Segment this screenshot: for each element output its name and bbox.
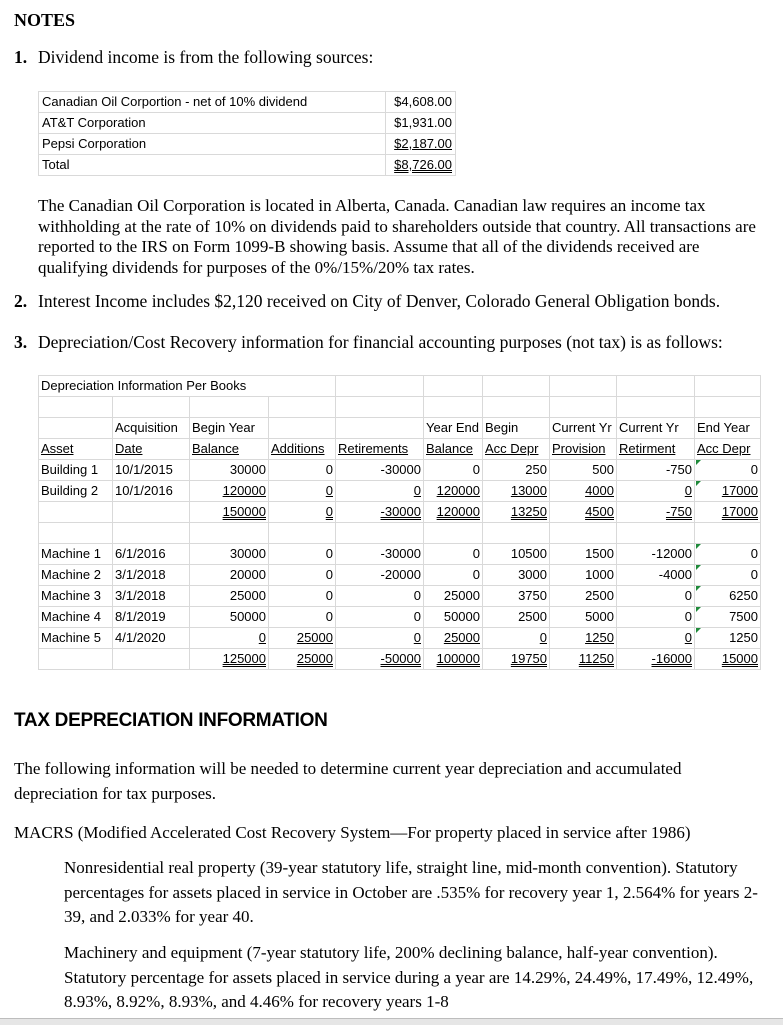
cell-additions-text: 0 — [325, 504, 333, 519]
cell-acquisition-date — [113, 628, 190, 649]
cell-acquisition-date — [113, 544, 190, 565]
cell-retirements-text: -30000 — [380, 546, 421, 561]
cell-end-year-acc-depr-text: 0 — [750, 546, 758, 561]
cell-begin-acc-depr-text: 19750 — [510, 651, 547, 666]
header-row-top — [39, 418, 761, 439]
cell-end-year-acc-depr-text: 0 — [750, 462, 758, 477]
cell-acquisition-date — [113, 607, 190, 628]
table-row — [39, 565, 761, 586]
header-acquisition-date — [113, 439, 190, 460]
cell-retirements — [336, 649, 424, 670]
cell-begin-year-balance — [190, 523, 269, 544]
header-retirements — [336, 439, 424, 460]
header-asset — [39, 439, 113, 460]
header-asset-top — [39, 418, 113, 439]
cell-current-yr-retirement-text: -12000 — [651, 546, 692, 561]
cell-retirements-text: -20000 — [380, 567, 421, 582]
canadian-oil-paragraph: The Canadian Oil Corporation is located in Alberta, Canada. Canadian law requires an income tax withholding at the rate of 10% on dividends paid to shareholders outside that country. All transactions are reported to the IRS on Form 1099-B showing basis. Assume that all of the dividends received are qualifying dividends for purposes of the 0%/15%/20% tax rates. — [38, 196, 756, 277]
cell-end-year-acc-depr-text: 1250 — [729, 630, 758, 645]
cell-current-yr-provision — [550, 481, 617, 502]
dividend-amount-value: $4,608.00 — [394, 94, 452, 109]
cell-acquisition-date-text: 4/1/2020 — [115, 630, 166, 645]
cell-end-year-acc-depr-text: 7500 — [729, 609, 758, 624]
cell-end-year-acc-depr — [695, 565, 761, 586]
cell-begin-acc-depr — [483, 481, 550, 502]
cell-current-yr-retirement — [617, 523, 695, 544]
dividend-amount — [386, 134, 456, 155]
cell-year-end-balance-text: 25000 — [443, 630, 480, 645]
cell-current-yr-provision — [550, 523, 617, 544]
cell-current-yr-retirement — [617, 376, 695, 397]
cell-end-year-acc-depr-text: 0 — [750, 567, 758, 582]
header-additions — [269, 439, 336, 460]
header-asset-text: Asset — [41, 441, 74, 456]
total-row — [39, 502, 761, 523]
note-number: 3. — [14, 332, 28, 352]
dividend-amount-value: $1,931.00 — [394, 115, 452, 130]
cell-year-end-balance — [424, 607, 483, 628]
cell-retirements-text: -50000 — [380, 651, 421, 666]
cell-begin-year-balance — [190, 565, 269, 586]
cell-asset — [39, 649, 113, 670]
cell-current-yr-provision — [550, 376, 617, 397]
tax-intro-paragraph: The following information will be needed to determine current year depreciation and accumulated depreciation for tax purposes. — [14, 759, 682, 803]
cell-begin-acc-depr — [483, 544, 550, 565]
header-acquisition-date-text: Date — [115, 441, 143, 456]
cell-current-yr-retirement-text: 0 — [684, 630, 692, 645]
cell-current-yr-provision-text: 5000 — [585, 609, 614, 624]
cell-additions — [269, 607, 336, 628]
cell-asset-text: Machine 2 — [41, 567, 101, 582]
cell-current-yr-retirement — [617, 586, 695, 607]
dividend-row — [39, 134, 456, 155]
cell-end-year-acc-depr — [695, 649, 761, 670]
header-begin-year-balance-top-text: Begin Year — [192, 420, 255, 435]
cell-current-yr-retirement-text: 0 — [684, 588, 692, 603]
cell-end-year-acc-depr-text: 17000 — [721, 504, 758, 519]
cell-asset-text: Machine 3 — [41, 588, 101, 603]
tax-depreciation-heading: TAX DEPRECIATION INFORMATION — [14, 710, 328, 731]
header-year-end-balance-top — [424, 418, 483, 439]
depreciation-table — [38, 375, 761, 670]
note-text: Interest Income includes $2,120 received on City of Denver, Colorado General Obligation bonds. — [38, 291, 721, 311]
header-current-yr-provision-top-text: Current Yr — [552, 420, 612, 435]
cell-begin-acc-depr-text: 0 — [539, 630, 547, 645]
cell-begin-acc-depr-text: 3750 — [518, 588, 547, 603]
cell-acquisition-date — [113, 586, 190, 607]
cell-acquisition-date — [113, 502, 190, 523]
cell-additions — [269, 544, 336, 565]
cell-year-end-balance-text: 120000 — [436, 504, 480, 519]
header-retirements-top — [336, 418, 424, 439]
header-begin-acc-depr-text: Acc Depr — [485, 441, 539, 456]
cell-begin-acc-depr — [483, 649, 550, 670]
note-text: Depreciation/Cost Recovery information for financial accounting purposes (not tax) is as follows: — [38, 332, 723, 352]
cell-current-yr-retirement-text: -750 — [665, 504, 692, 519]
cell-begin-year-balance-text: 0 — [258, 630, 266, 645]
dividend-amount — [386, 155, 456, 176]
cell-current-yr-retirement-text: -4000 — [658, 567, 692, 582]
cell-current-yr-retirement — [617, 481, 695, 502]
cell-additions-text: 0 — [325, 609, 333, 624]
cell-begin-year-balance — [190, 481, 269, 502]
cell-retirements — [336, 523, 424, 544]
cell-begin-acc-depr — [483, 586, 550, 607]
cell-retirements-text: 0 — [413, 609, 421, 624]
cell-acquisition-date — [113, 523, 190, 544]
header-end-year-acc-depr-text: Acc Depr — [697, 441, 751, 456]
cell-acquisition-date — [113, 481, 190, 502]
cell-end-year-acc-depr — [695, 586, 761, 607]
cell-retirements — [336, 376, 424, 397]
cell-current-yr-provision — [550, 544, 617, 565]
cell-acquisition-date-text: 3/1/2018 — [115, 588, 166, 603]
cell-asset — [39, 544, 113, 565]
note-number: 2. — [14, 291, 28, 311]
cell-asset-text: Machine 4 — [41, 609, 101, 624]
dividend-source: AT&T Corporation — [39, 113, 386, 134]
dividend-amount-value: $2,187.00 — [394, 136, 452, 151]
header-begin-acc-depr-top — [483, 418, 550, 439]
cell-end-year-acc-depr — [695, 544, 761, 565]
notes-heading: NOTES — [14, 10, 76, 30]
dividend-amount-value: $8,726.00 — [394, 157, 452, 172]
dividend-table — [38, 91, 456, 176]
note-item-2 — [14, 291, 720, 312]
cell-end-year-acc-depr — [695, 628, 761, 649]
cell-current-yr-retirement — [617, 544, 695, 565]
cell-current-yr-provision — [550, 565, 617, 586]
header-row-bottom — [39, 439, 761, 460]
cell-begin-year-balance — [190, 649, 269, 670]
cell-begin-year-balance — [190, 586, 269, 607]
dividend-source: Pepsi Corporation — [39, 134, 386, 155]
note-number: 1. — [14, 47, 28, 67]
cell-end-year-acc-depr — [695, 397, 761, 418]
cell-acquisition-date — [113, 397, 190, 418]
cell-retirements-text: 0 — [413, 483, 421, 498]
cell-current-yr-retirement-text: 0 — [684, 609, 692, 624]
cell-current-yr-retirement-text: -750 — [665, 462, 692, 477]
cell-year-end-balance — [424, 397, 483, 418]
cell-year-end-balance-text: 0 — [472, 462, 480, 477]
cell-retirements — [336, 397, 424, 418]
cell-additions — [269, 649, 336, 670]
cell-current-yr-provision — [550, 502, 617, 523]
cell-acquisition-date-text: 6/1/2016 — [115, 546, 166, 561]
header-current-yr-retirement-text: Retirment — [619, 441, 676, 456]
cell-year-end-balance-text: 25000 — [443, 588, 480, 603]
header-additions-text: Additions — [271, 441, 325, 456]
dividend-row — [39, 92, 456, 113]
cell-current-yr-provision — [550, 607, 617, 628]
header-end-year-acc-depr-top — [695, 418, 761, 439]
cell-year-end-balance-text: 120000 — [436, 483, 480, 498]
cell-additions — [269, 523, 336, 544]
cell-current-yr-retirement — [617, 460, 695, 481]
cell-additions-text: 25000 — [296, 651, 333, 666]
cell-begin-year-balance-text: 30000 — [229, 546, 266, 561]
cell-current-yr-provision-text: 1250 — [585, 630, 614, 645]
cell-current-yr-retirement — [617, 565, 695, 586]
total-row — [39, 649, 761, 670]
cell-asset — [39, 607, 113, 628]
cell-current-yr-retirement-text: 0 — [684, 483, 692, 498]
header-additions-top — [269, 418, 336, 439]
cell-current-yr-provision — [550, 397, 617, 418]
dividend-row — [39, 113, 456, 134]
header-begin-year-balance-top — [190, 418, 269, 439]
cell-year-end-balance — [424, 481, 483, 502]
header-current-yr-retirement-top-text: Current Yr — [619, 420, 679, 435]
cell-acquisition-date-text: 10/1/2015 — [115, 462, 173, 477]
cell-asset — [39, 523, 113, 544]
cell-year-end-balance-text: 100000 — [436, 651, 480, 666]
cell-begin-year-balance-text: 25000 — [229, 588, 266, 603]
cell-begin-acc-depr-text: 13000 — [510, 483, 547, 498]
cell-acquisition-date-text: 8/1/2019 — [115, 609, 166, 624]
cell-current-yr-provision-text: 4500 — [585, 504, 614, 519]
cell-begin-year-balance — [190, 607, 269, 628]
header-year-end-balance-text: Balance — [426, 441, 473, 456]
cell-begin-year-balance-text: 150000 — [222, 504, 266, 519]
table-row — [39, 460, 761, 481]
cell-retirements — [336, 586, 424, 607]
cell-additions-text: 0 — [325, 588, 333, 603]
header-begin-year-balance — [190, 439, 269, 460]
cell-additions — [269, 397, 336, 418]
table-row — [39, 607, 761, 628]
table-title: Depreciation Information Per Books — [39, 376, 336, 397]
cell-additions — [269, 565, 336, 586]
cell-end-year-acc-depr-text: 6250 — [729, 588, 758, 603]
table-row — [39, 544, 761, 565]
cell-asset-text: Machine 1 — [41, 546, 101, 561]
cell-current-yr-provision-text: 1500 — [585, 546, 614, 561]
cell-retirements-text: 0 — [413, 630, 421, 645]
cell-end-year-acc-depr — [695, 376, 761, 397]
cell-year-end-balance — [424, 502, 483, 523]
cell-asset — [39, 502, 113, 523]
cell-current-yr-retirement — [617, 397, 695, 418]
cell-begin-acc-depr — [483, 376, 550, 397]
cell-acquisition-date — [113, 460, 190, 481]
cell-end-year-acc-depr-text: 15000 — [721, 651, 758, 666]
note-item-3 — [14, 332, 723, 353]
cell-begin-year-balance-text: 125000 — [222, 651, 266, 666]
cell-begin-year-balance-text: 120000 — [222, 483, 266, 498]
dividend-row — [39, 155, 456, 176]
cell-year-end-balance — [424, 460, 483, 481]
cell-additions-text: 0 — [325, 462, 333, 477]
cell-year-end-balance — [424, 586, 483, 607]
cell-year-end-balance-text: 0 — [472, 546, 480, 561]
dividend-source: Total — [39, 155, 386, 176]
dividend-source: Canadian Oil Corportion - net of 10% dividend — [39, 92, 386, 113]
cell-asset — [39, 397, 113, 418]
cell-current-yr-retirement — [617, 502, 695, 523]
header-begin-acc-depr — [483, 439, 550, 460]
cell-begin-acc-depr-text: 10500 — [510, 546, 547, 561]
cell-retirements-text: -30000 — [380, 462, 421, 477]
header-year-end-balance-top-text: Year End — [426, 420, 480, 435]
cell-asset-text: Machine 5 — [41, 630, 101, 645]
cell-begin-year-balance-text: 30000 — [229, 462, 266, 477]
cell-begin-acc-depr — [483, 607, 550, 628]
cell-begin-acc-depr-text: 3000 — [518, 567, 547, 582]
cell-year-end-balance-text: 50000 — [443, 609, 480, 624]
cell-year-end-balance — [424, 565, 483, 586]
cell-additions-text: 0 — [325, 483, 333, 498]
cell-end-year-acc-depr — [695, 460, 761, 481]
header-end-year-acc-depr-top-text: End Year — [697, 420, 750, 435]
cell-retirements — [336, 502, 424, 523]
cell-acquisition-date — [113, 649, 190, 670]
cell-additions-text: 0 — [325, 567, 333, 582]
cell-begin-year-balance — [190, 544, 269, 565]
cell-additions — [269, 502, 336, 523]
table-title-row — [39, 376, 761, 397]
cell-year-end-balance — [424, 376, 483, 397]
blank-row — [39, 397, 761, 418]
header-current-yr-retirement — [617, 439, 695, 460]
cell-current-yr-retirement — [617, 628, 695, 649]
cell-retirements — [336, 628, 424, 649]
cell-begin-year-balance — [190, 460, 269, 481]
cell-additions — [269, 628, 336, 649]
cell-begin-acc-depr-text: 250 — [525, 462, 547, 477]
header-begin-year-balance-text: Balance — [192, 441, 239, 456]
cell-asset-text: Building 2 — [41, 483, 99, 498]
cell-begin-year-balance — [190, 628, 269, 649]
machinery-paragraph: Machinery and equipment (7-year statutory life, 200% declining balance, half-year convention). Statutory percentage for assets placed in service during a year are 14.29%, 24.49%, 17.49%, 12.49%, 8.93%, 8.92%, 8.93%, and 4.46% for recovery years 1-8 — [64, 943, 754, 1011]
cell-begin-acc-depr — [483, 397, 550, 418]
cell-current-yr-provision — [550, 628, 617, 649]
cell-additions — [269, 460, 336, 481]
cell-year-end-balance-text: 0 — [472, 567, 480, 582]
cell-additions-text: 25000 — [296, 630, 333, 645]
cell-begin-acc-depr — [483, 628, 550, 649]
cell-begin-year-balance-text: 20000 — [229, 567, 266, 582]
cell-begin-acc-depr — [483, 502, 550, 523]
cell-additions — [269, 586, 336, 607]
header-end-year-acc-depr — [695, 439, 761, 460]
cell-acquisition-date-text: 3/1/2018 — [115, 567, 166, 582]
cell-retirements — [336, 607, 424, 628]
cell-current-yr-provision — [550, 586, 617, 607]
cell-current-yr-retirement — [617, 649, 695, 670]
cell-year-end-balance — [424, 523, 483, 544]
dividend-amount — [386, 92, 456, 113]
note-item-1 — [14, 47, 373, 68]
cell-current-yr-provision-text: 1000 — [585, 567, 614, 582]
table-row — [39, 481, 761, 502]
cell-current-yr-provision-text: 500 — [592, 462, 614, 477]
cell-asset — [39, 565, 113, 586]
cell-acquisition-date-text: 10/1/2016 — [115, 483, 173, 498]
header-begin-acc-depr-top-text: Begin — [485, 420, 519, 435]
cell-additions — [269, 481, 336, 502]
cell-year-end-balance — [424, 628, 483, 649]
header-acquisition-date-top-text: Acquisition — [115, 420, 178, 435]
dividend-amount — [386, 113, 456, 134]
cell-current-yr-provision-text: 11250 — [578, 651, 614, 666]
cell-current-yr-retirement — [617, 607, 695, 628]
cell-asset — [39, 460, 113, 481]
header-current-yr-retirement-top — [617, 418, 695, 439]
cell-current-yr-provision-text: 4000 — [585, 483, 614, 498]
nonresidential-property-paragraph: Nonresidential real property (39-year statutory life, straight line, mid-month convention). Statutory percentages for assets placed in service in October are .535% for recovery year 1, 2.564% for years 2-39, and 2.033% for year 40. — [64, 858, 758, 926]
header-current-yr-provision-top — [550, 418, 617, 439]
cell-end-year-acc-depr-text: 17000 — [721, 483, 758, 498]
table-row — [39, 586, 761, 607]
cell-year-end-balance — [424, 649, 483, 670]
cell-begin-year-balance — [190, 502, 269, 523]
cell-begin-acc-depr-text: 13250 — [510, 504, 547, 519]
cell-retirements-text: -30000 — [380, 504, 421, 519]
cell-acquisition-date — [113, 565, 190, 586]
cell-begin-acc-depr — [483, 565, 550, 586]
macrs-paragraph: MACRS (Modified Accelerated Cost Recovery System—For property placed in service after 1986) — [14, 823, 691, 842]
cell-current-yr-provision — [550, 460, 617, 481]
header-acquisition-date-top — [113, 418, 190, 439]
cell-retirements — [336, 565, 424, 586]
cell-asset-text: Building 1 — [41, 462, 99, 477]
cell-asset — [39, 481, 113, 502]
cell-end-year-acc-depr — [695, 607, 761, 628]
cell-retirements — [336, 460, 424, 481]
header-year-end-balance — [424, 439, 483, 460]
cell-retirements — [336, 544, 424, 565]
cell-current-yr-provision — [550, 649, 617, 670]
cell-current-yr-retirement-text: -16000 — [651, 651, 692, 666]
cell-begin-year-balance — [190, 397, 269, 418]
note-text: Dividend income is from the following sources: — [38, 47, 374, 67]
cell-end-year-acc-depr — [695, 502, 761, 523]
header-retirements-text: Retirements — [338, 441, 409, 456]
cell-retirements-text: 0 — [413, 588, 421, 603]
cell-year-end-balance — [424, 544, 483, 565]
cell-begin-acc-depr-text: 2500 — [518, 609, 547, 624]
cell-current-yr-provision-text: 2500 — [585, 588, 614, 603]
cell-additions-text: 0 — [325, 546, 333, 561]
header-current-yr-provision-text: Provision — [552, 441, 606, 456]
cell-end-year-acc-depr — [695, 523, 761, 544]
cell-begin-acc-depr — [483, 460, 550, 481]
blank-row — [39, 523, 761, 544]
cell-begin-acc-depr — [483, 523, 550, 544]
cell-asset — [39, 586, 113, 607]
cell-asset — [39, 628, 113, 649]
cell-retirements — [336, 481, 424, 502]
cell-end-year-acc-depr — [695, 481, 761, 502]
header-current-yr-provision — [550, 439, 617, 460]
cell-begin-year-balance-text: 50000 — [229, 609, 266, 624]
table-row — [39, 628, 761, 649]
